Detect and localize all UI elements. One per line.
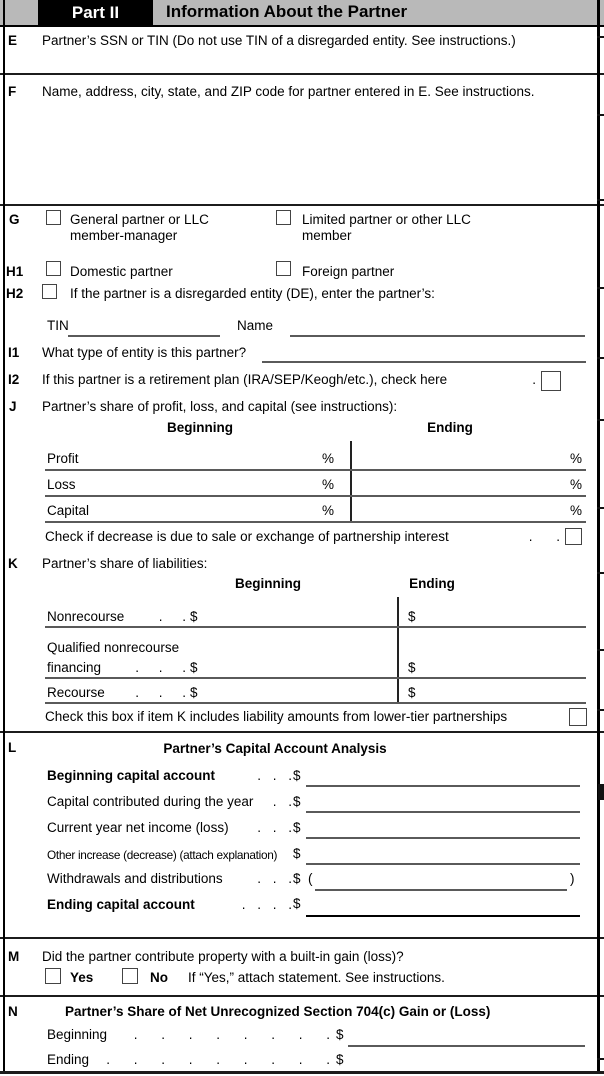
right-tick <box>597 709 604 711</box>
net-income-label: Current year net income (loss) <box>47 820 229 835</box>
j-beginning-header: Beginning <box>167 420 233 435</box>
right-tick <box>597 649 604 651</box>
lower-tier-liability-text: Check this box if item K includes liability amounts from lower-tier partnerships <box>45 709 508 724</box>
capital-contributed-label: Capital contributed during the year <box>47 794 254 809</box>
704c-ending-label: Ending <box>47 1052 90 1067</box>
divider-l-m <box>0 937 604 939</box>
ending-capital-label: Ending capital account <box>47 897 195 912</box>
divider-m-n <box>0 995 604 997</box>
704c-beginning-dots: . . . . . . . . <box>133 1027 330 1042</box>
704c-beginning-line[interactable] <box>348 1045 585 1047</box>
item-e-letter: E <box>8 33 18 48</box>
partner-address-entry-area[interactable] <box>42 104 582 199</box>
profit-beginning-line[interactable] <box>45 469 350 471</box>
right-tick <box>597 287 604 289</box>
recourse-ending-line[interactable] <box>397 702 586 704</box>
built-in-gain-yes-label: Yes <box>70 970 94 985</box>
retirement-plan-text: If this partner is a retirement plan (IRA/SEP/Keogh/etc.), check here <box>42 372 448 387</box>
decrease-sale-exchange-dots: . . <box>528 529 560 544</box>
built-in-gain-no-label: No <box>150 970 168 985</box>
loss-beginning-percent: % <box>322 477 335 492</box>
net-income-dots: . . . <box>257 820 292 835</box>
item-j-letter: J <box>9 399 17 414</box>
disregarded-entity-checkbox[interactable] <box>42 284 57 299</box>
qualified-ending-line[interactable] <box>397 677 586 679</box>
capital-beginning-line[interactable] <box>45 521 350 523</box>
net-income-line[interactable] <box>306 837 580 839</box>
nonrecourse-ending-dollar: $ <box>408 609 416 624</box>
part-number-box <box>38 0 153 25</box>
704c-ending-dots: . . . . . . . . . <box>106 1052 330 1067</box>
k-beginning-header: Beginning <box>235 576 301 591</box>
liabilities-text: Partner’s share of liabilities: <box>42 556 208 571</box>
item-k-letter: K <box>8 556 18 571</box>
capital-account-title: Partner’s Capital Account Analysis <box>163 741 387 756</box>
withdrawals-dots: . . . <box>257 871 292 886</box>
divider-k-l <box>0 731 604 733</box>
retirement-plan-checkbox[interactable] <box>541 371 561 391</box>
nonrecourse-beginning-line[interactable] <box>45 626 397 628</box>
retirement-plan-leader-dot: . <box>532 372 536 387</box>
built-in-gain-question: Did the partner contribute property with a built-in gain (loss)? <box>42 949 404 964</box>
beginning-capital-dollar: $ <box>293 768 301 783</box>
qualified-beginning-line[interactable] <box>45 677 397 679</box>
limited-partner-checkbox[interactable] <box>276 210 291 225</box>
loss-beginning-line[interactable] <box>45 495 350 497</box>
right-tick <box>597 36 604 38</box>
beginning-capital-line[interactable] <box>306 785 580 787</box>
capital-contributed-line[interactable] <box>306 811 580 813</box>
net-income-dollar: $ <box>293 820 301 835</box>
general-partner-label: General partner or LLC member-manager <box>70 212 209 244</box>
qualified-ending-dollar: $ <box>408 660 416 675</box>
profit-ending-percent: % <box>570 451 583 466</box>
beginning-capital-dots: . . . <box>257 768 292 783</box>
qualified-beginning-dollar: $ <box>190 660 198 675</box>
item-n-letter: N <box>8 1004 18 1019</box>
item-f-letter: F <box>8 84 17 99</box>
right-border <box>597 0 600 1074</box>
name-label: Name <box>237 318 274 333</box>
qualified-nonrecourse-label-line1: Qualified nonrecourse <box>47 640 180 655</box>
right-tick <box>597 507 604 509</box>
built-in-gain-yes-checkbox[interactable] <box>45 968 61 984</box>
beginning-capital-label: Beginning capital account <box>47 768 216 783</box>
tin-input-line[interactable] <box>68 335 220 337</box>
withdrawals-line[interactable] <box>315 889 567 891</box>
recourse-beginning-line[interactable] <box>45 702 397 704</box>
704c-ending-dollar: $ <box>336 1052 344 1067</box>
ending-capital-dollar: $ <box>293 896 301 911</box>
capital-ending-percent: % <box>570 503 583 518</box>
capital-contributed-dots: . . <box>272 794 292 809</box>
right-tick <box>597 1058 604 1060</box>
item-l-letter: L <box>8 740 17 755</box>
right-tick <box>597 572 604 574</box>
left-border <box>3 0 5 1074</box>
part-title: Information About the Partner <box>166 2 408 21</box>
right-tick <box>597 357 604 359</box>
right-tick <box>597 419 604 421</box>
part-number-label: Part II <box>71 2 120 22</box>
capital-contributed-dollar: $ <box>293 794 301 809</box>
nonrecourse-beginning-dollar: $ <box>190 609 198 624</box>
recourse-ending-dollar: $ <box>408 685 416 700</box>
k-column-divider <box>397 597 399 704</box>
recourse-label: Recourse <box>47 685 105 700</box>
item-m-letter: M <box>8 949 20 964</box>
profit-beginning-percent: % <box>322 451 335 466</box>
right-tick <box>597 114 604 116</box>
capital-beginning-percent: % <box>322 503 335 518</box>
item-i2-letter: I2 <box>8 372 20 387</box>
other-increase-label: Other increase (decrease) (attach explanation) <box>47 848 278 862</box>
item-i1-letter: I1 <box>8 345 20 360</box>
k-ending-header: Ending <box>409 576 455 591</box>
704c-beginning-dollar: $ <box>336 1027 344 1042</box>
built-in-gain-no-checkbox[interactable] <box>122 968 138 984</box>
loss-row-label: Loss <box>47 477 76 492</box>
entity-type-question: What type of entity is this partner? <box>42 345 247 360</box>
item-h2-letter: H2 <box>6 286 24 301</box>
profit-row-label: Profit <box>47 451 79 466</box>
section-704c-title: Partner’s Share of Net Unrecognized Section 704(c) Gain or (Loss) <box>65 1004 491 1019</box>
704c-beginning-label: Beginning <box>47 1027 108 1042</box>
decrease-sale-exchange-checkbox[interactable] <box>565 528 582 545</box>
domestic-partner-checkbox[interactable] <box>46 261 61 276</box>
withdrawals-label: Withdrawals and distributions <box>47 871 223 886</box>
loss-ending-percent: % <box>570 477 583 492</box>
item-e-text: Partner’s SSN or TIN (Do not use TIN of a disregarded entity. See instructions.) <box>42 33 516 48</box>
withdrawals-close-paren: ) <box>570 871 575 886</box>
bottom-border <box>0 1071 604 1074</box>
loss-ending-line[interactable] <box>350 495 586 497</box>
divider-f-g <box>0 204 604 206</box>
other-increase-line[interactable] <box>306 863 580 865</box>
name-input-line[interactable] <box>290 335 585 337</box>
ending-capital-line[interactable] <box>306 915 580 917</box>
divider-e-f <box>0 73 604 75</box>
j-column-divider <box>350 441 352 523</box>
general-partner-checkbox[interactable] <box>46 210 61 225</box>
withdrawals-dollar: $ <box>293 871 301 886</box>
nonrecourse-ending-line[interactable] <box>397 626 586 628</box>
entity-type-input-line[interactable] <box>262 361 586 363</box>
right-tick-thick <box>598 784 604 800</box>
domestic-partner-label: Domestic partner <box>70 264 173 279</box>
nonrecourse-label: Nonrecourse <box>47 609 125 624</box>
item-f-text: Name, address, city, state, and ZIP code for partner entered in E. See instructions. <box>42 84 535 99</box>
limited-partner-label: Limited partner or other LLC member <box>302 212 471 244</box>
capital-row-label: Capital <box>47 503 90 518</box>
built-in-gain-note: If “Yes,” attach statement. See instructions. <box>188 970 445 985</box>
withdrawals-open-paren: ( <box>308 871 313 886</box>
lower-tier-liability-checkbox[interactable] <box>569 708 587 726</box>
foreign-partner-label: Foreign partner <box>302 264 395 279</box>
recourse-beginning-dollar: $ <box>190 685 198 700</box>
item-g-letter: G <box>9 212 20 227</box>
foreign-partner-checkbox[interactable] <box>276 261 291 276</box>
decrease-sale-exchange-text: Check if decrease is due to sale or exchange of partnership interest <box>45 529 449 544</box>
item-h1-letter: H1 <box>6 264 24 279</box>
qualified-financing-label: financing <box>47 660 102 675</box>
nonrecourse-dots: . . <box>158 609 186 624</box>
j-ending-header: Ending <box>427 420 473 435</box>
other-increase-dollar: $ <box>293 846 301 861</box>
profit-ending-line[interactable] <box>350 469 586 471</box>
tin-label: TIN <box>47 318 69 333</box>
capital-ending-line[interactable] <box>350 521 586 523</box>
disregarded-entity-text: If the partner is a disregarded entity (DE), enter the partner’s: <box>70 286 435 301</box>
profit-loss-capital-text: Partner’s share of profit, loss, and capital (see instructions): <box>42 399 398 414</box>
qualified-financing-dots: . . . <box>135 660 186 675</box>
recourse-dots: . . . <box>135 685 186 700</box>
ending-capital-dots: . . . . <box>241 897 292 912</box>
right-tick <box>597 199 604 201</box>
